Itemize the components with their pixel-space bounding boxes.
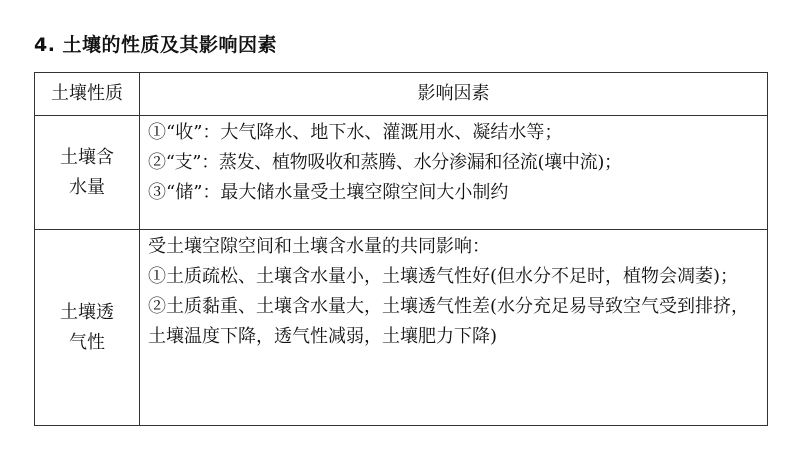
property-label-line: 土壤透	[60, 301, 114, 323]
header-influencing-factors: 影响因素	[140, 73, 768, 116]
factor-line: ②“支”：蒸发、植物吸收和蒸腾、水分渗漏和径流(壤中流)；	[148, 152, 622, 173]
property-label-line: 气性	[69, 331, 105, 353]
property-label-line: 土壤含	[60, 146, 114, 168]
soil-properties-table	[34, 72, 768, 426]
factors-cell-permeability	[140, 230, 768, 426]
property-cell-permeability	[35, 230, 140, 426]
factor-paragraph: ①土质疏松、土壤含水量小，土壤透气性好(但水分不足时，植物会凋萎)；	[148, 266, 739, 287]
header-soil-property: 土壤性质	[35, 73, 140, 116]
factor-paragraph: ②土质黏重、土壤含水量大，土壤透气性差(水分充足易导致空气受到排挤，土壤温度下降，透气性减弱，土壤肥力下降)	[148, 296, 750, 347]
table-header-row	[35, 73, 768, 116]
factor-line: 受土壤空隙空间和土壤含水量的共同影响：	[148, 236, 490, 257]
table-row	[35, 116, 768, 230]
factor-line: ③“储”：最大储水量受土壤空隙空间大小制约	[148, 182, 509, 203]
page-title: 4. 土壤的性质及其影响因素	[34, 34, 278, 56]
table-row	[35, 230, 768, 426]
factors-cell-water-content	[140, 116, 768, 230]
factor-line: ①“收”：大气降水、地下水、灌溉用水、凝结水等；	[148, 122, 563, 143]
property-label-line: 水量	[69, 176, 105, 198]
property-cell-water-content	[35, 116, 140, 230]
